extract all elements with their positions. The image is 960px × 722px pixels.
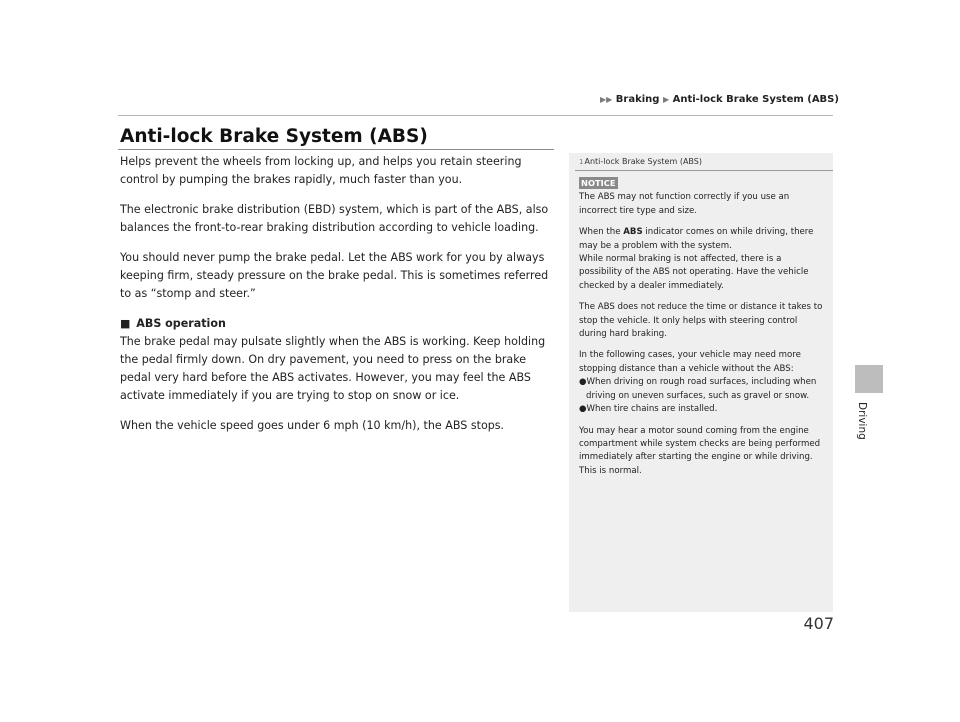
- paragraph-ebd: The electronic brake distribution (EBD) system, which is part of the ABS, also balances the front-to-rear braking distribution according to vehicle loading.: [120, 203, 549, 234]
- paragraph-abs-operation: The brake pedal may pulsate slightly when the ABS is working. Keep holding the pedal firmly down. On dry pavement, you need to press on the brake pedal very hard before the ABS activates. However, you may feel the ABS activate immediately if you are trying to stop on snow or ice.: [120, 335, 546, 402]
- list-item-text: When tire chains are installed.: [586, 404, 718, 415]
- paragraph-intro: Helps prevent the wheels from locking up, and helps you retain steering control by pumping the brakes rapidly, much faster than you.: [120, 155, 522, 186]
- notice-block: [579, 177, 827, 218]
- abs-indicator-note: [579, 226, 827, 293]
- header-divider: [118, 115, 833, 116]
- list-item: [579, 376, 827, 403]
- paragraph-abs-stops: When the vehicle speed goes under 6 mph (10 km/h), the ABS stops.: [120, 419, 505, 432]
- square-bullet-icon: ■: [120, 317, 131, 330]
- double-arrow-icon: ▶▶: [600, 95, 613, 104]
- page-number: 407: [803, 614, 834, 633]
- title-divider: [118, 149, 554, 150]
- notice-text: The ABS may not function correctly if you use an incorrect tire type and size.: [579, 192, 790, 216]
- section-heading-label: ABS operation: [136, 317, 226, 330]
- abs-limitation-note: The ABS does not reduce the time or distance it takes to stop the vehicle. It only helps with steering control during hard braking.: [579, 302, 823, 340]
- arrow-icon: ▶: [662, 95, 670, 104]
- stopping-distance-text: In the following cases, your vehicle may need more stopping distance than a vehicle without the ABS:: [579, 350, 801, 374]
- list-item-text: When driving on rough road surfaces, including when driving on uneven surfaces, such as gravel or snow.: [586, 377, 817, 401]
- paragraph-stomp-and-steer: You should never pump the brake pedal. Let the ABS work for you by always keeping firm, steady pressure on the brake pedal. This is sometimes referred to as “stomp and steer.”: [120, 251, 549, 300]
- breadcrumb-item-braking[interactable]: Braking: [615, 94, 660, 105]
- sidebar-heading: [579, 157, 833, 166]
- chapter-label: [853, 402, 883, 440]
- breadcrumb: [600, 94, 839, 105]
- list-item: [579, 403, 827, 416]
- chapter-label-text: Driving: [856, 402, 868, 440]
- indicator-text-post: indicator comes on while driving, there may be a problem with the system.: [579, 227, 814, 251]
- main-content: [120, 153, 555, 447]
- breadcrumb-item-abs[interactable]: Anti-lock Brake System (ABS): [672, 94, 839, 105]
- indicator-text-pre: When the: [579, 227, 624, 238]
- motor-sound-note: You may hear a motor sound coming from the engine compartment while system checks are being performed immediately after starting the engine or while driving. This is normal.: [579, 425, 821, 476]
- reference-marker: 1: [579, 158, 584, 166]
- section-heading: [120, 315, 555, 333]
- indicator-text-line2: While normal braking is not affected, there is a possibility of the ABS not operating. Have the vehicle checked by a dealer immediately.: [579, 254, 809, 291]
- page-title: Anti-lock Brake System (ABS): [120, 126, 428, 147]
- abs-indicator-label: ABS: [623, 227, 643, 238]
- chapter-tab[interactable]: [855, 365, 883, 393]
- bullet-icon: ●: [579, 404, 587, 415]
- sidebar-divider: [575, 170, 833, 171]
- stopping-distance-note: [579, 349, 827, 416]
- sidebar-heading-label: Anti-lock Brake System (ABS): [584, 157, 702, 166]
- bullet-icon: ●: [579, 377, 587, 388]
- notice-badge: NOTICE: [581, 178, 616, 188]
- sidebar-body: [579, 177, 827, 486]
